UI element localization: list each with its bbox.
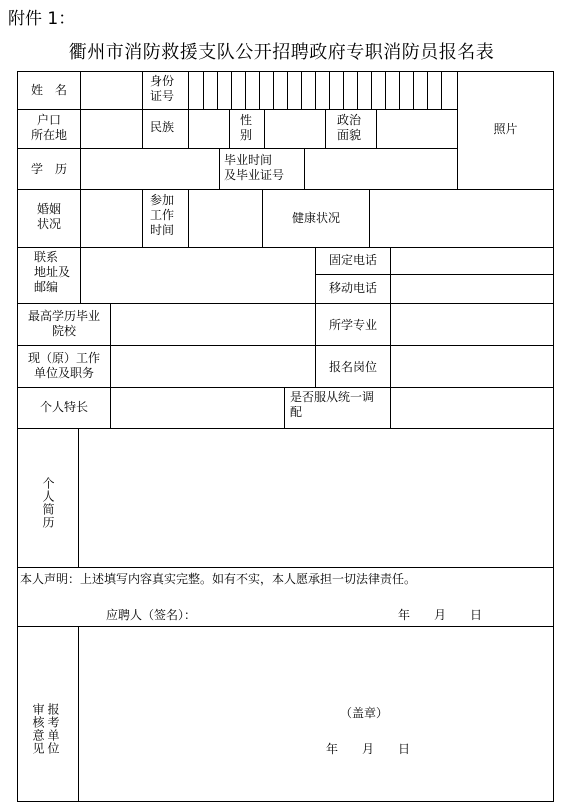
- health-label: 健康状况: [291, 211, 340, 225]
- resume-input[interactable]: [79, 429, 553, 566]
- politics-label: 政治 面貌: [337, 113, 362, 142]
- phone-label: 固定电话: [328, 253, 377, 267]
- photo-label: 照片: [493, 122, 518, 136]
- school-input[interactable]: [111, 304, 314, 344]
- politics-input[interactable]: [377, 110, 456, 147]
- specialty-label: 个人特长: [39, 400, 88, 414]
- name-label: 姓 名: [30, 83, 67, 97]
- review-opinion-input[interactable]: [79, 627, 553, 800]
- mobile-label: 移动电话: [328, 281, 377, 295]
- attachment-label: 附件 1：: [8, 9, 76, 29]
- work-unit-input[interactable]: [111, 346, 314, 386]
- obey-allocation-input[interactable]: [391, 388, 553, 427]
- position-label: 报名岗位: [328, 360, 377, 374]
- seal-label: （盖章）: [340, 706, 389, 720]
- marital-label: 婚姻 状况: [36, 202, 61, 231]
- gender-label: 性 别: [240, 113, 253, 142]
- health-input[interactable]: [370, 190, 553, 246]
- review-label: 报考单位审核意见: [31, 703, 60, 755]
- hukou-input[interactable]: [81, 110, 141, 147]
- obey-allocation-label: 是否服从统一调 配: [290, 390, 375, 419]
- specialty-input[interactable]: [111, 388, 283, 427]
- marital-input[interactable]: [81, 190, 141, 246]
- ethnicity-label: 民族: [150, 120, 175, 134]
- work-time-input[interactable]: [189, 190, 261, 246]
- ethnicity-input[interactable]: [189, 110, 228, 147]
- graduation-label: 毕业时间 及毕业证号: [224, 153, 285, 182]
- hukou-label: 户口 所在地: [30, 113, 67, 142]
- declaration-text: 本人声明：上述填写内容真实完整。如有不实，本人愿承担一切法律责任。: [20, 572, 417, 586]
- work-unit-label: 现（原）工作 单位及职务: [27, 351, 100, 380]
- mobile-input[interactable]: [391, 275, 553, 302]
- work-time-label: 参加 工作 时间: [150, 193, 175, 237]
- id-number-input[interactable]: [189, 72, 456, 108]
- photo-area[interactable]: [458, 72, 553, 188]
- address-input[interactable]: [81, 248, 314, 302]
- school-label: 最高学历毕业 院校: [27, 309, 100, 338]
- form-title: 衢州市消防救援支队公开招聘政府专职消防员报名表: [68, 42, 495, 63]
- name-input[interactable]: [81, 72, 141, 108]
- address-label: 联系 地址及 邮编: [34, 250, 71, 294]
- applicant-signature-label: 应聘人（签名）：: [106, 608, 197, 622]
- gender-input[interactable]: [265, 110, 324, 147]
- applicant-date: 年 月 日: [398, 608, 483, 622]
- applicant-signature-input[interactable]: [220, 600, 380, 624]
- graduation-input[interactable]: [305, 149, 456, 188]
- major-input[interactable]: [391, 304, 553, 344]
- education-label: 学 历: [30, 162, 67, 176]
- phone-input[interactable]: [391, 248, 553, 273]
- education-input[interactable]: [81, 149, 218, 188]
- position-input[interactable]: [391, 346, 553, 386]
- major-label: 所学专业: [328, 318, 377, 332]
- id-number-label: 身份 证号: [150, 74, 175, 103]
- review-date: 年 月 日: [326, 742, 411, 756]
- resume-label: 个人简历: [41, 477, 55, 529]
